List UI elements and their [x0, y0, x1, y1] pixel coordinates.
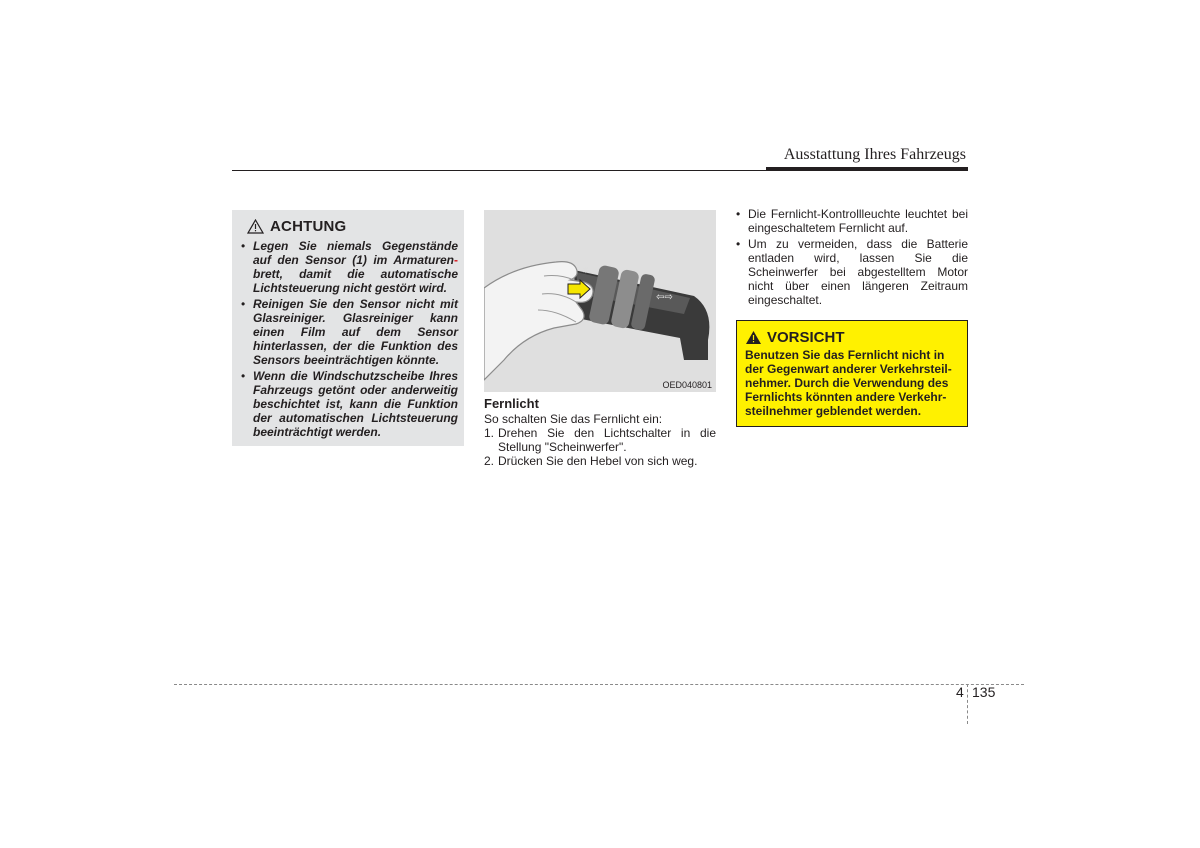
info-bullets	[735, 207, 968, 309]
fernlicht-intro: So schalten Sie das Fernlicht ein:	[484, 412, 663, 426]
achtung-title: ACHTUNG	[270, 218, 347, 235]
svg-text:⇦⇨: ⇦⇨	[656, 292, 673, 303]
achtung-header	[247, 218, 458, 235]
vorsicht-header	[745, 329, 960, 346]
chapter-number: 4	[956, 684, 964, 700]
vorsicht-text: Benutzen Sie das Fernlicht nicht in der Gegenwart anderer Verkehrsteil-nehmer. Durch die Verwendung des Fernlichts könnten andere Verkehr-steilnehmer geblendet werden.	[745, 348, 952, 418]
figure-code: OED040801	[662, 380, 712, 390]
bullet-item: • Die Fernlicht-Kontrollleuchte leuchtet bei eingeschaltetem Fernlicht auf.	[735, 207, 968, 235]
header-bar	[766, 167, 968, 171]
achtung-list	[239, 239, 458, 439]
achtung-item: • Reinigen Sie den Sensor nicht mit Glasreiniger. Glasreiniger kann einen Film auf dem Sensor hinterlassen, der die Funktion des Sensors beeinträchtigen könnte.	[239, 297, 458, 367]
page-header-title: Ausstattung Ihres Fahrzeugs	[783, 146, 966, 163]
step-item: 2. Drücken Sie den Hebel von sich weg.	[484, 454, 698, 468]
fernlicht-steps	[484, 426, 716, 468]
vorsicht-box	[736, 320, 968, 427]
lever-illustration	[484, 210, 716, 392]
warning-triangle-icon	[745, 330, 762, 345]
footer-rule	[174, 684, 1024, 685]
vorsicht-title: VORSICHT	[767, 329, 845, 346]
hyphen-mark: -	[454, 253, 458, 267]
step-item: 1. Drehen Sie den Lichtschalter in die Stellung "Scheinwerfer".	[484, 426, 716, 454]
achtung-item: • Legen Sie niemals Gegenstände auf den Sensor (1) im Armaturen- brett, damit die automatische Lichtsteuerung nicht gestört wird.	[239, 239, 458, 295]
footer-divider	[967, 684, 968, 724]
fernlicht-heading: Fernlicht	[484, 396, 539, 411]
svg-text:☼: ☼	[582, 266, 590, 275]
warning-triangle-icon	[247, 219, 264, 234]
achtung-item: • Wenn die Windschutzscheibe Ihres Fahrzeugs getönt oder anderweitig beschichtet ist, kann die Funktion der automatischen Lichtsteuerung beeinträchtigt werden.	[239, 369, 458, 439]
bullet-item: • Um zu vermeiden, dass die Batterie entladen wird, lassen Sie die Scheinwerfer bei abgestelltem Motor nicht über einen längeren Zeitraum eingeschaltet.	[735, 237, 968, 307]
achtung-box	[232, 210, 464, 446]
hand-pushing-lever-illustration	[484, 210, 716, 392]
page-number: 135	[972, 684, 996, 700]
fernlicht-section	[484, 396, 716, 468]
